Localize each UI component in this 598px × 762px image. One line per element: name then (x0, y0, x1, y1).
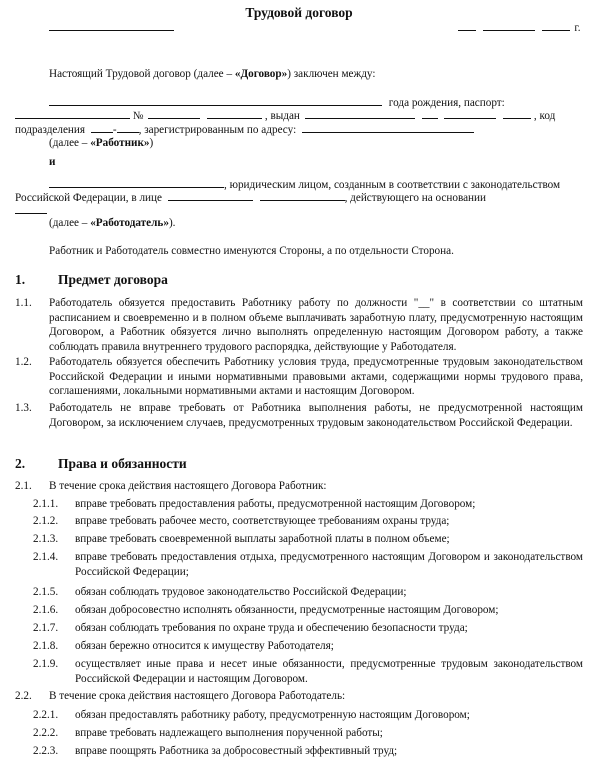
section-1-title: Предмет договора (58, 272, 168, 287)
intro-text: Настоящий Трудовой договор (далее – «Договор») заключен между: (49, 68, 376, 80)
subclause-2-1-7: обязан соблюдать требования по охране труда и обеспечению безопасности труда; (75, 622, 468, 634)
clause-1-3: Работодатель не вправе требовать от Работника выполнения работы, не предусмотренной настоящим Договором, за исключением случаев, предусмотренных трудовым законодательством Российской Федерации. (49, 402, 583, 429)
subclause-number: 2.2.1. (33, 709, 59, 721)
subclause-2-1-2: вправе требовать рабочее место, соответствующее требованиям охраны труда; (75, 515, 450, 527)
employer-line-3 (15, 203, 47, 219)
employer-definition: (далее – «Работодатель»). (49, 217, 176, 229)
document-title: Трудовой договор (245, 5, 353, 20)
subclause-2-2-2: вправе требовать надлежащего выполнения порученной работы; (75, 727, 383, 739)
clause-number: 1.1. (15, 297, 32, 309)
clause-number: 2.1. (15, 480, 32, 492)
subclause-2-1-8: обязан бережно относится к имуществу Работодателя; (75, 640, 334, 652)
clause-number: 1.2. (15, 356, 32, 368)
subclause-2-1-9: осуществляет иные права и несет иные обязанности, предусмотренные трудовым законодательством Российской Федерации и настоящим Договором. (75, 658, 583, 685)
year-suffix: г. (574, 22, 581, 34)
subclause-number: 2.1.1. (33, 498, 59, 510)
clause-number: 1.3. (15, 402, 32, 414)
clause-number: 2.2. (15, 690, 32, 702)
subclause-2-1-4: вправе требовать предоставления отдыха, предусмотренного настоящим Договором и законодательством Российской Федерации; (75, 551, 583, 578)
section-2-title: Права и обязанности (58, 456, 187, 471)
section-1-number: 1. (15, 272, 26, 287)
parties-text: Работник и Работодатель совместно именуются Стороны, а по отдельности Сторона. (49, 245, 454, 257)
clause-2-2: В течение срока действия настоящего Договора Работодатель: (49, 690, 346, 702)
subclause-number: 2.1.3. (33, 533, 59, 545)
clause-1-2: Работодатель обязуется обеспечить Работнику условия труда, предусмотренные трудовым законодательством Российской Федерации и иными нормативными правовыми актами, содержащими нормы трудового права, соглашениями, локальными нормативными актами и настоящим Договором. (49, 356, 583, 398)
employer-line-2: Российской Федерации, в лице , действующего на основании (15, 192, 487, 204)
employee-line-1: года рождения, паспорт: (49, 95, 505, 111)
employee-definition: (далее – «Работник») (49, 137, 154, 149)
subclause-2-1-1: вправе требовать предоставления работы, предусмотренной настоящим Договором; (75, 498, 476, 510)
date-field (458, 20, 581, 36)
subclause-2-1-3: вправе требовать своевременной выплаты заработной платы в полном объеме; (75, 533, 450, 545)
section-2-number: 2. (15, 456, 26, 471)
subclause-number: 2.1.4. (33, 551, 59, 563)
subclause-number: 2.1.9. (33, 658, 59, 670)
subclause-number: 2.2.2. (33, 727, 59, 739)
employee-line-3: подразделения - , зарегистрированным по адресу: (15, 122, 474, 138)
subclause-2-1-6: обязан добросовестно исполнять обязанности, предусмотренные настоящим Договором; (75, 604, 499, 616)
subclause-number: 2.1.8. (33, 640, 59, 652)
subclause-2-2-1: обязан предоставлять работнику работу, предусмотренную настоящим Договором; (75, 709, 470, 721)
and-conjunction: и (49, 156, 56, 168)
employee-line-2: № , выдан , код (15, 108, 555, 124)
subclause-number: 2.1.2. (33, 515, 59, 527)
clause-1-1: Работодатель обязуется предоставить Работнику работу по должности "__" в соответствии со штатным расписанием и своевременно и в полном объеме выплачивать заработную плату, предусмотренную настоящим Договором, а Работник обязуется лично выполнять определенную настоящим Договором работу, а также соблюдать правила внутреннего трудового распорядка, действующие у Работодателя. (49, 297, 583, 353)
subclause-number: 2.1.7. (33, 622, 59, 634)
subclause-number: 2.2.3. (33, 745, 59, 757)
place-field (49, 20, 174, 36)
employer-line-1: , юридическим лицом, созданным в соответствии с законодательством (49, 177, 560, 193)
subclause-2-2-3: вправе поощрять Работника за добросовестный эффективный труд; (75, 745, 398, 757)
clause-2-1: В течение срока действия настоящего Договора Работник: (49, 480, 327, 492)
subclause-2-1-5: обязан соблюдать трудовое законодательство Российской Федерации; (75, 586, 407, 598)
subclause-number: 2.1.6. (33, 604, 59, 616)
subclause-number: 2.1.5. (33, 586, 59, 598)
